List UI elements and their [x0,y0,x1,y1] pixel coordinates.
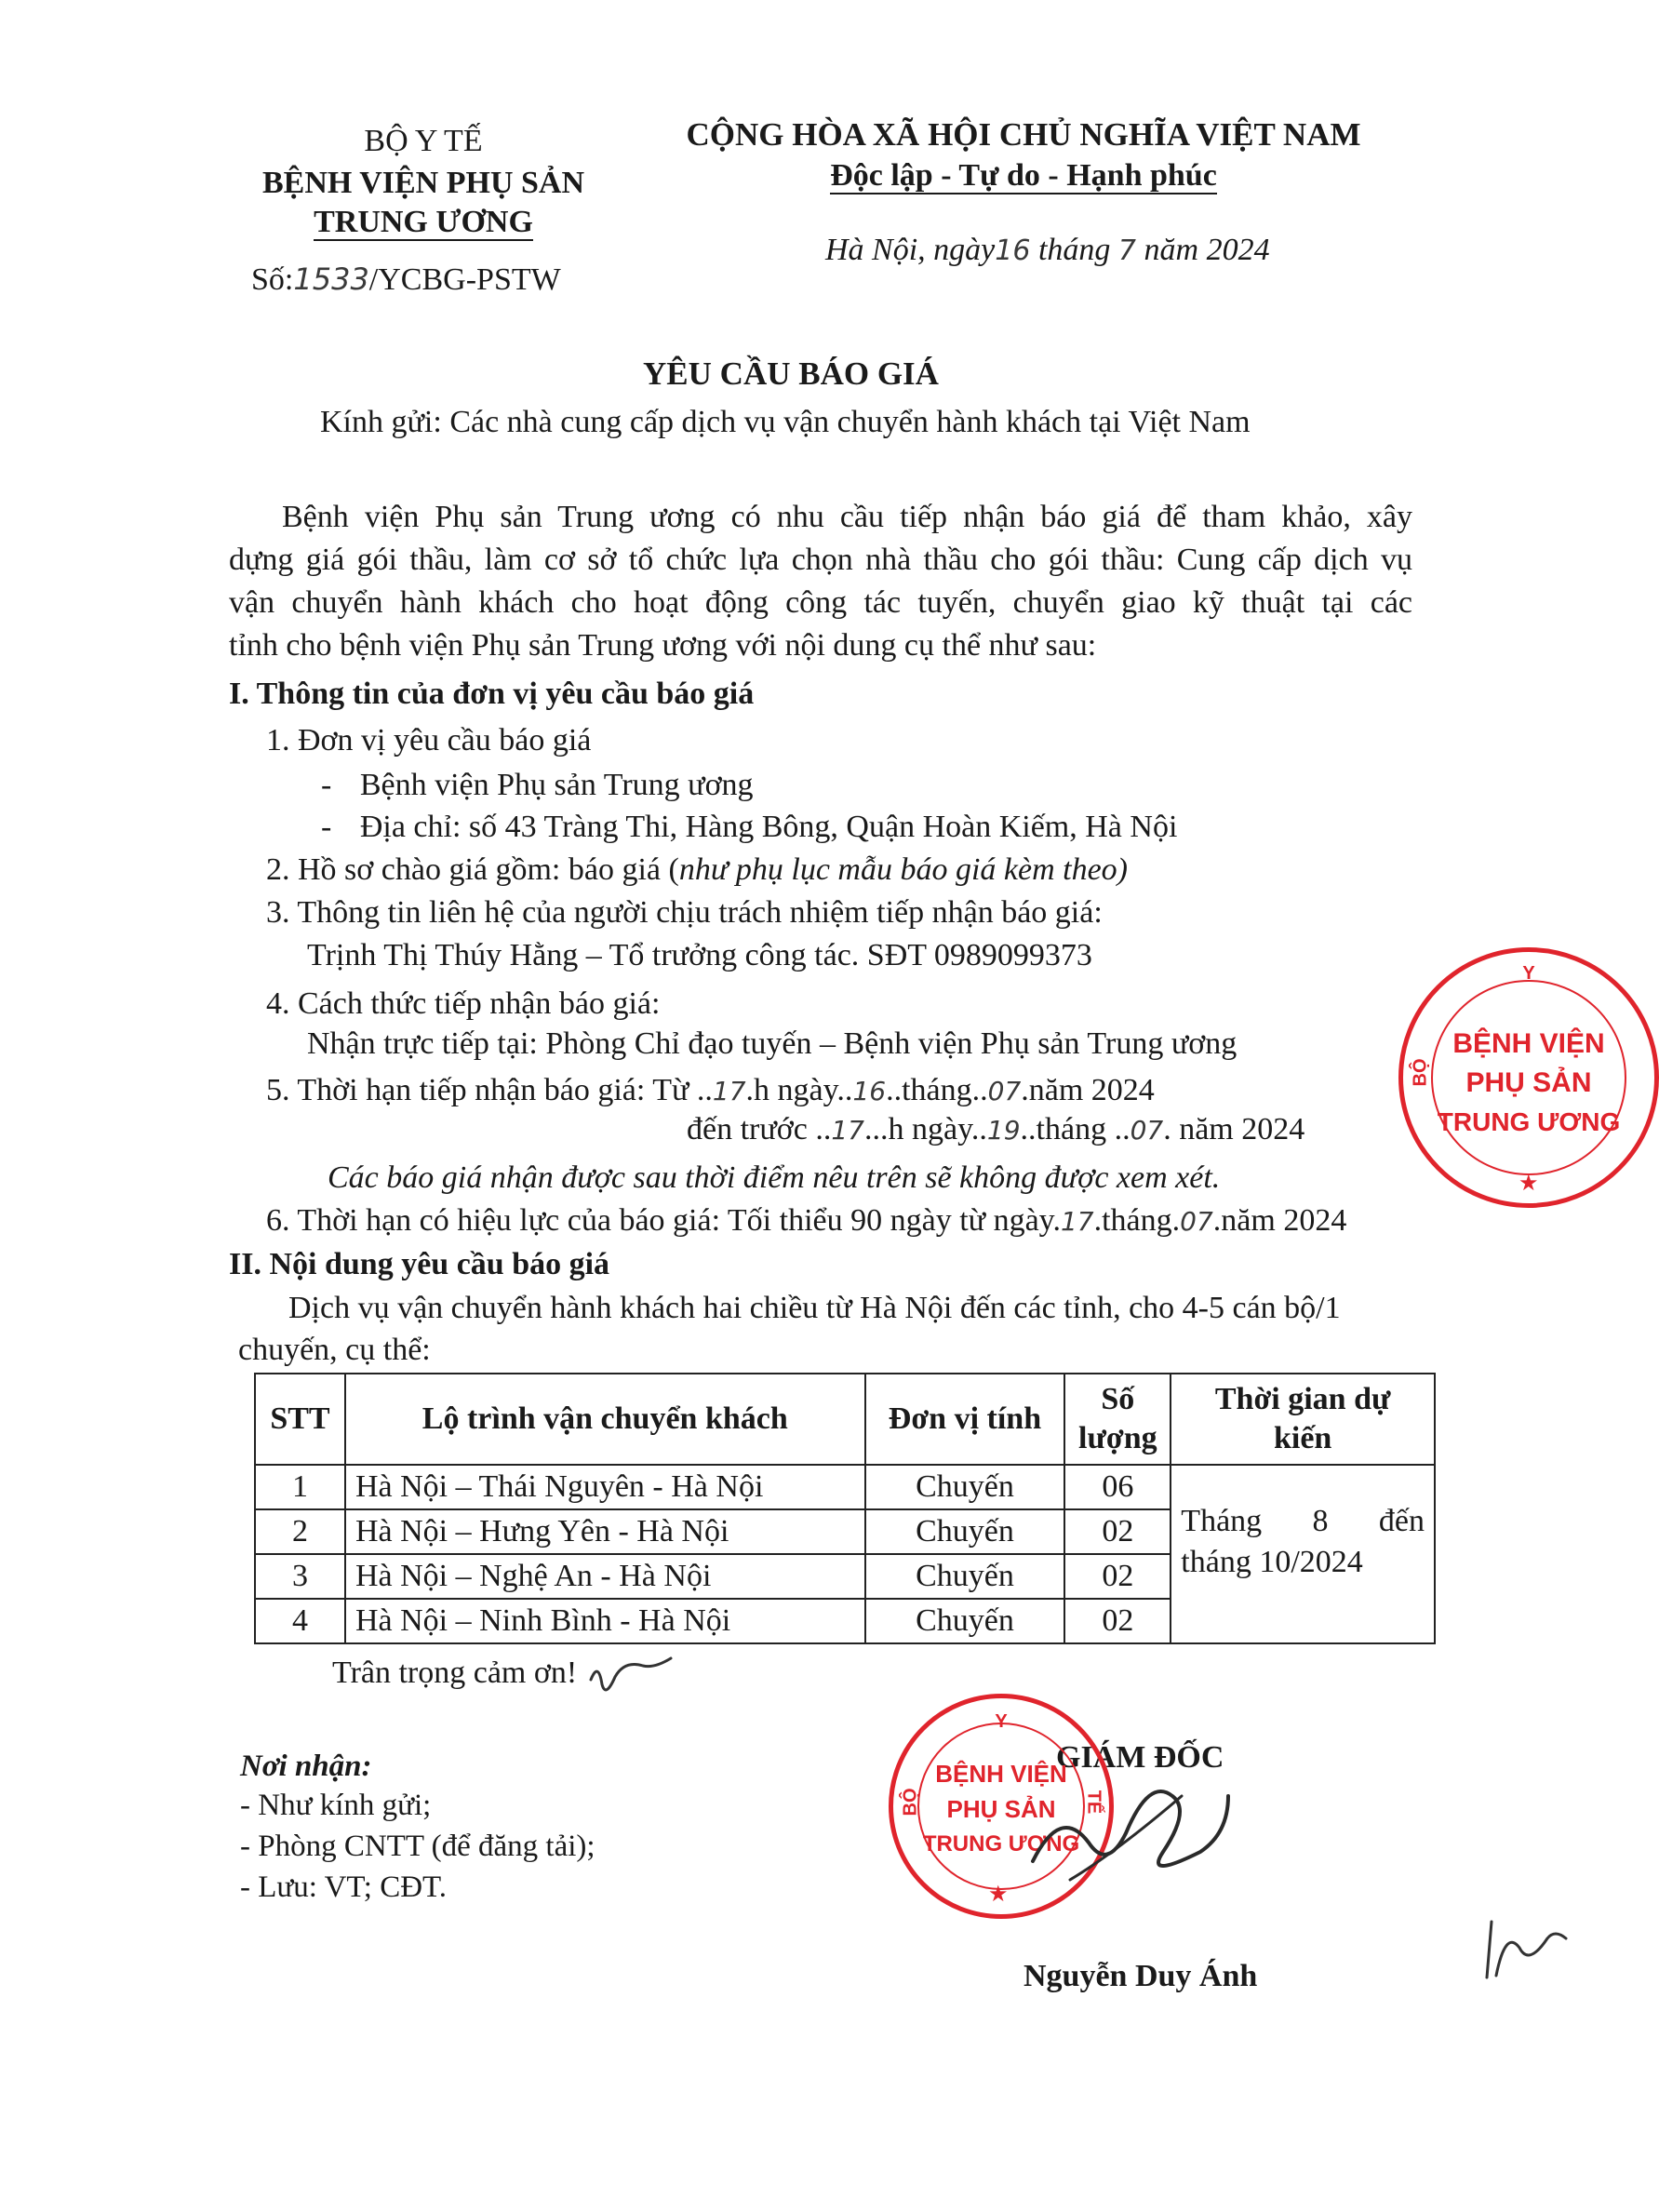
header-time-line1: Thời gian dự [1214,1382,1391,1416]
stamp-line3: TRUNG ƯƠNG [922,1831,1080,1857]
section2-heading: II. Nội dung yêu cầu báo giá [229,1247,610,1281]
intro-line-3: vận chuyển hành khách cho hoạt động công tác tuyến, chuyển giao kỹ thuật tại các [229,585,1412,620]
cell-route: Hà Nội – Thái Nguyên - Hà Nội [345,1465,865,1509]
section1-item4-detail: Nhận trực tiếp tại: Phòng Chỉ đạo tuyến – Bệnh viện Phụ sản Trung ương [307,1026,1238,1061]
cell-stt: 1 [255,1465,345,1509]
document-number [251,261,561,298]
intro-line-2: dựng giá gói thầu, làm cơ sở tổ chức lựa chọn nhà thầu cho gói thầu: Cung cấp dịch vụ [229,543,1412,577]
cell-unit: Chuyến [865,1509,1065,1554]
cell-unit: Chuyến [865,1554,1065,1599]
stamp-top-letter: Y [995,1711,1008,1732]
date-year: năm 2024 [1144,233,1270,267]
hospital-name-line2-text: TRUNG ƯƠNG [314,205,533,239]
item5-to-year: năm 2024 [1179,1112,1305,1146]
document-date [825,233,1270,268]
section1-item1-a [321,768,754,803]
item5-from-month: 07 [987,1076,1022,1106]
stamp-side-left: BỘ [900,1788,921,1817]
cell-route: Hà Nội – Ninh Bình - Hà Nội [345,1599,865,1643]
header-time [1171,1374,1435,1465]
intro-line-1: Bệnh viện Phụ sản Trung ương có nhu cầu tiếp nhận báo giá để tham khảo, xây [282,500,1412,534]
time-month-word: Tháng [1181,1504,1263,1538]
margin-stamp-partial [1398,947,1659,1208]
header-stt: STT [255,1374,345,1465]
section1-item3: 3. Thông tin liên hệ của người chịu trách nhiệm tiếp nhận báo giá: [266,895,1103,930]
ministry-name: BỘ Y TẾ [364,124,483,158]
cell-qty: 06 [1064,1465,1171,1509]
section1-item5-from: 5. Thời hạn tiếp nhận báo giá: Từ ..17.h ngày..16..tháng..07.năm 2024 [266,1073,1155,1107]
margin-stamp-star-icon: ★ [1519,1171,1539,1196]
cell-qty: 02 [1064,1599,1171,1643]
stamp-line1: BỆNH VIỆN [935,1760,1067,1788]
margin-stamp-line2: PHỤ SẢN [1465,1067,1592,1098]
intro-line-4: tỉnh cho bệnh viện Phụ sản Trung ương với nội dung cụ thể như sau: [229,628,1097,663]
national-motto [651,158,1396,194]
item6-prefix: 6. Thời hạn có hiệu lực của báo giá: Tối thiểu 90 ngày từ ngày [266,1203,1053,1238]
section2-line1: Dịch vụ vận chuyển hành khách hai chiều từ Hà Nội đến các tỉnh, cho 4-5 cán bộ/1 [288,1291,1341,1325]
document-title: YÊU CẦU BÁO GIÁ [643,355,939,392]
item6-month: 07 [1180,1206,1213,1237]
time-line1 [1181,1501,1425,1542]
date-month-handwritten: 7 [1117,235,1137,267]
cell-qty: 02 [1064,1509,1171,1554]
header-qty-line2: lượng [1078,1421,1157,1455]
item5-prefix: 5. Thời hạn tiếp nhận báo giá: Từ [266,1073,689,1107]
signature-title: GIÁM ĐỐC [1056,1740,1224,1775]
recipient-line: Kính gửi: Các nhà cung cấp dịch vụ vận chuyển hành khách tại Việt Nam [320,405,1251,439]
section1-item2 [266,852,1128,888]
item1-a-text: Bệnh viện Phụ sản Trung ương [359,768,754,802]
time-to-word: đến [1378,1504,1425,1538]
director-signature [1014,1749,1238,1908]
cell-qty: 02 [1064,1554,1171,1599]
margin-stamp-top-letter: Y [1522,963,1535,984]
item5-to-prefix: đến trước [687,1112,808,1146]
bullet-dash: - [321,768,332,802]
item1-b-text: Địa chỉ: số 43 Tràng Thi, Hàng Bông, Quận Hoàn Kiếm, Hà Nội [359,810,1178,844]
header-time-line2: kiến [1273,1421,1332,1455]
margin-stamp-line3: TRUNG ƯƠNG [1437,1107,1621,1136]
recipients-title: Nơi nhận: [240,1749,372,1783]
hospital-name-line1: BỆNH VIỆN PHỤ SẢN [261,166,585,200]
item2-prefix: 2. Hồ sơ chào giá gồm: báo giá ( [266,852,679,887]
doc-no-handwritten: 1533 [293,261,369,297]
header-qty-line1: Số [1101,1382,1135,1416]
item5-from-hour: 17 [712,1076,746,1106]
cell-unit: Chuyến [865,1465,1065,1509]
recipients-line1: - Như kính gửi; [240,1789,432,1822]
cell-unit: Chuyến [865,1599,1065,1643]
item5-year: năm 2024 [1028,1073,1155,1107]
header-unit: Đơn vị tính [865,1374,1065,1465]
stamp-line2: PHỤ SẢN [946,1795,1056,1823]
cell-route: Hà Nội – Nghệ An - Hà Nội [345,1554,865,1599]
recipients-line2: - Phòng CNTT (để đăng tải); [240,1830,595,1863]
section1-item5-to: đến trước ..17...h ngày..19..tháng ..07. năm 2024 [687,1112,1305,1146]
header-route: Lộ trình vận chuyển khách [345,1374,865,1465]
routes-table [254,1373,1436,1644]
item5-from-day: 16 [852,1076,887,1106]
cell-stt: 3 [255,1554,345,1599]
header-qty [1064,1374,1171,1465]
stamp-star-icon: ★ [988,1882,1009,1907]
hospital-name-line2 [205,205,642,240]
section1-item3-contact: Trịnh Thị Thúy Hằng – Tổ trưởng công tác. SĐT 0989099373 [307,938,1092,972]
margin-stamp-line1: BỆNH VIỆN [1452,1028,1605,1059]
cell-stt: 2 [255,1509,345,1554]
section1-item1: 1. Đơn vị yêu cầu báo giá [266,723,592,757]
date-prefix: Hà Nội, ngày [825,233,996,267]
doc-no-prefix: Số: [251,262,294,297]
stamp-side-right: TẾ [1083,1790,1104,1815]
section1-item4: 4. Cách thức tiếp nhận báo giá: [266,986,661,1021]
item5-to-month: 07 [1130,1115,1164,1146]
section1-item1-b [321,810,1177,845]
item2-italic: như phụ lục mẫu báo giá kèm theo) [678,852,1129,887]
initials-scribble [586,1652,679,1698]
cell-stt: 4 [255,1599,345,1643]
section2-line2: chuyến, cụ thể: [238,1333,431,1367]
recipients-line3: - Lưu: VT; CĐT. [240,1870,447,1904]
bullet-dash: - [321,810,332,844]
item5-to-day: 19 [986,1115,1021,1146]
item6-year: năm 2024 [1221,1203,1347,1238]
closing-text: Trân trọng cảm ơn! [332,1656,578,1690]
time-line2: tháng 10/2024 [1181,1545,1363,1579]
table-row [255,1465,1435,1509]
signer-name: Nguyễn Duy Ánh [1023,1959,1258,1993]
national-motto-text: Độc lập - Tự do - Hạnh phúc [830,158,1217,193]
doc-no-suffix: /YCBG-PSTW [368,262,561,297]
margin-stamp-side-left: BỘ [1410,1058,1431,1087]
margin-initials [1479,1903,1572,1987]
section1-item6: 6. Thời hạn có hiệu lực của báo giá: Tối thiểu 90 ngày từ ngày.17.tháng.07.năm 2024 [266,1203,1347,1238]
table-header-row [255,1374,1435,1465]
date-month-label: tháng [1037,233,1111,267]
cell-time [1171,1465,1435,1643]
item5-to-hour: 17 [831,1115,864,1146]
item6-day: 17 [1060,1206,1094,1237]
time-month-num: 8 [1312,1504,1329,1538]
section1-heading: I. Thông tin của đơn vị yêu cầu báo giá [229,677,755,711]
cell-route: Hà Nội – Hưng Yên - Hà Nội [345,1509,865,1554]
country-name: CỘNG HÒA XÃ HỘI CHỦ NGHĨA VIỆT NAM [686,116,1361,153]
date-day-handwritten: 16 [995,235,1031,267]
section1-item5-note: Các báo giá nhận được sau thời điểm nêu trên sẽ không được xem xét. [328,1160,1221,1195]
